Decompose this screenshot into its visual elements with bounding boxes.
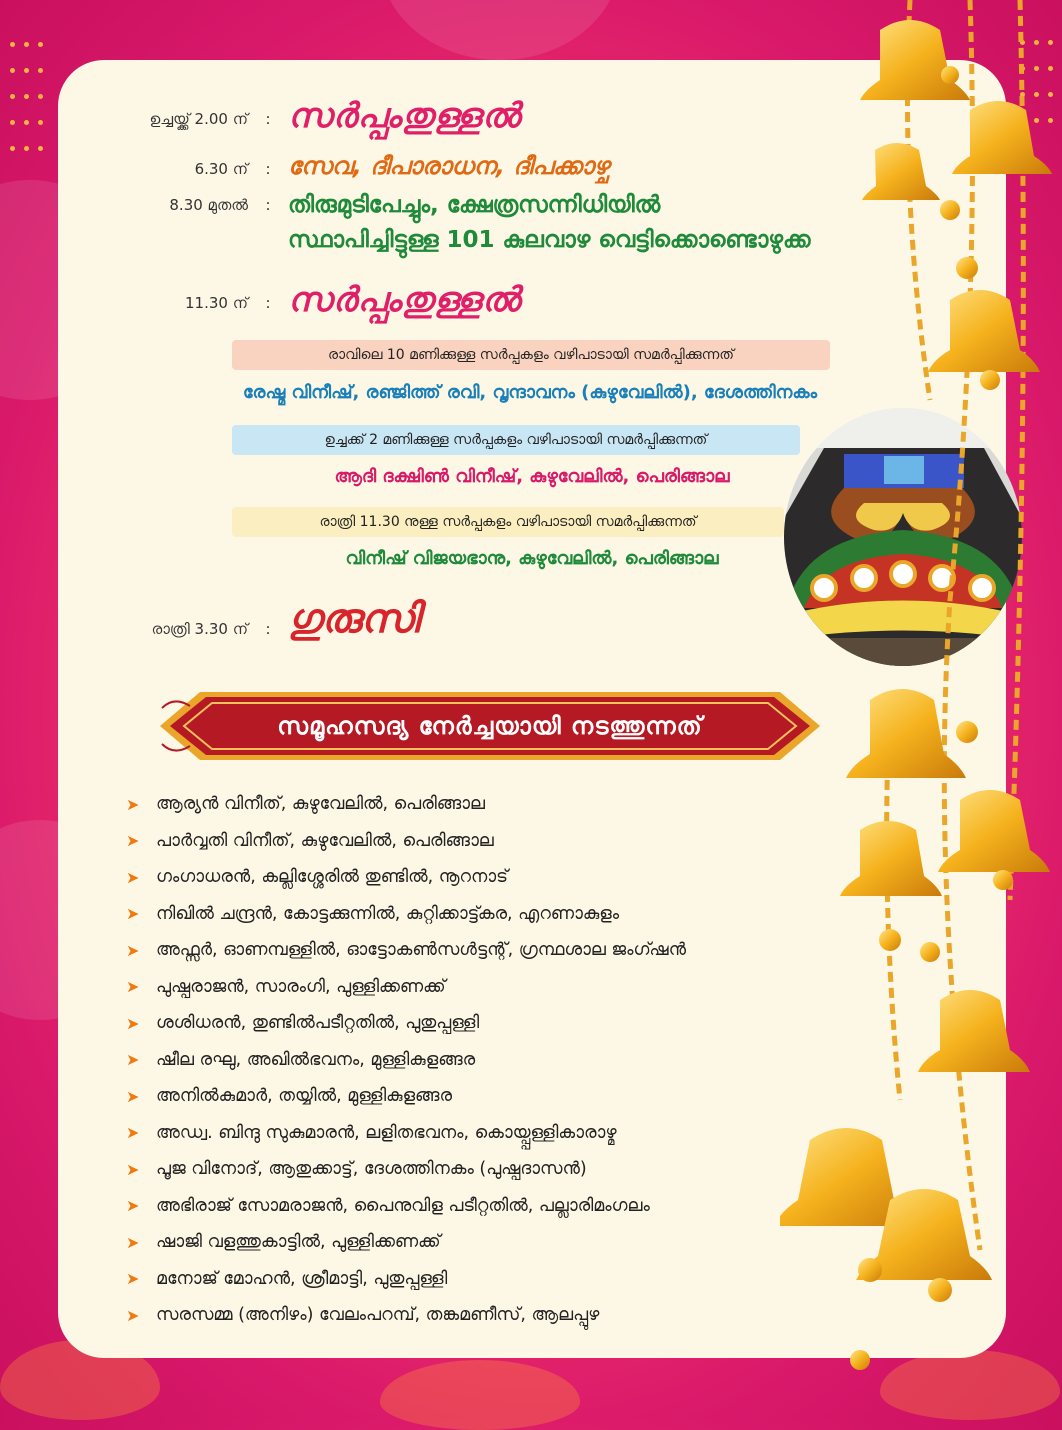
sponsor-text: ഗംഗാധരൻ, കല്ലിശ്ശേരിൽ തുണ്ടിൽ, നൂറനാട് <box>156 867 508 888</box>
list-item <box>126 1261 686 1298</box>
kolam-photo <box>784 408 1022 666</box>
schedule-row <box>58 280 521 320</box>
schedule-event: സർപ്പംതുള്ളൽ <box>288 280 521 320</box>
sponsor-text: ഷീല രഘു, അഖിൽഭവനം, മുള്ളികുളങ്ങര <box>156 1049 476 1070</box>
list-item <box>126 1151 686 1188</box>
chevron-right-icon: ➤ <box>126 1050 140 1070</box>
chevron-right-icon: ➤ <box>126 1086 140 1106</box>
list-item <box>126 896 686 933</box>
chevron-right-icon: ➤ <box>126 794 140 814</box>
schedule-time: രാത്രി 3.30 ന് <box>151 620 248 638</box>
chevron-right-icon: ➤ <box>126 1159 140 1179</box>
list-item <box>126 786 686 823</box>
list-item <box>126 1078 686 1115</box>
offering-names: രേഷ്മ വിനീഷ്, രഞ്ജിത്ത് രവി, വൃന്ദാവനം (കുഴുവേലിൽ), ദേശത്തിനകം <box>242 382 818 403</box>
sponsor-text: അഡ്വ. ബിന്ദു സുകുമാരൻ, ലളിതഭവനം, കൊയ്പ്പള്ളികാരാഴ്മ <box>156 1122 617 1143</box>
sponsor-text: ആര്യൻ വിനീത്, കുഴുവേലിൽ, പെരിങ്ങാല <box>156 794 485 815</box>
list-item <box>126 1188 686 1225</box>
offering-names: ആദി ദക്ഷിൺ വിനീഷ്, കുഴുവേലിൽ, പെരിങ്ങാല <box>334 466 730 487</box>
schedule-colon: : <box>265 196 271 214</box>
list-item <box>126 1115 686 1152</box>
banner-title: സമൂഹസദ്യ നേർച്ചയായി നടത്തുന്നത് <box>277 712 703 740</box>
schedule-row <box>58 146 609 180</box>
offering-band: രാവിലെ 10 മണിക്കുള്ള സർപ്പകളം വഴിപാടായി സമർപ്പിക്കുന്നത് <box>232 340 830 370</box>
sponsor-text: സരസമ്മ (അനിഴം) വേലംപറമ്പ്, തങ്കമണീസ്, ആലപ്പുഴ <box>156 1305 600 1326</box>
list-item <box>126 1005 686 1042</box>
schedule-event: സേവ, ദീപാരാധന, ദീപക്കാഴ്ച <box>288 152 610 180</box>
chevron-right-icon: ➤ <box>126 1232 140 1252</box>
list-item <box>126 1297 686 1334</box>
chevron-right-icon: ➤ <box>126 904 140 924</box>
offering-band: ഉച്ചക്ക് 2 മണിക്കുള്ള സർപ്പകളം വഴിപാടായി സമർപ്പിക്കുന്നത് <box>232 425 800 455</box>
schedule-row <box>58 188 810 258</box>
schedule-time: 8.30 മുതൽ <box>169 196 248 214</box>
schedule-row <box>58 596 419 642</box>
sponsor-text: പൂജ വിനോദ്, ആതുക്കാട്ട്, ദേശത്തിനകം (പുഷ്പദാസൻ) <box>156 1159 587 1180</box>
schedule-colon: : <box>265 294 271 312</box>
schedule-colon: : <box>265 620 271 638</box>
sponsor-text: ഷാജി വളത്തുകാട്ടിൽ, പുള്ളിക്കണക്ക് <box>156 1232 441 1253</box>
sponsor-text: അഭിരാജ് സോമരാജൻ, പൈനുവിള പടീറ്റതിൽ, പല്ലാരിമംഗലം <box>156 1195 650 1216</box>
schedule-event: ഗുരുസി <box>288 596 420 642</box>
schedule-event: സർപ്പംതുള്ളൽ <box>288 96 521 136</box>
chevron-right-icon: ➤ <box>126 831 140 851</box>
list-item <box>126 1224 686 1261</box>
schedule-colon: : <box>265 160 271 178</box>
sponsor-list <box>126 786 686 1334</box>
sponsor-text: നിഖിൽ ചന്ദ്രൻ, കോട്ടക്കുന്നിൽ, കുറ്റിക്കാട്ട്കര, എറണാകുളം <box>156 903 620 924</box>
chevron-right-icon: ➤ <box>126 867 140 887</box>
list-item <box>126 823 686 860</box>
schedule-event-line: സ്ഥാപിച്ചിട്ടുള്ള 101 കുലവാഴ വെട്ടിക്കൊണ്ടൊഴുക്ക <box>288 227 811 253</box>
offering-band: രാത്രി 11.30 നുള്ള സർപ്പകളം വഴിപാടായി സമർപ്പിക്കുന്നത് <box>232 507 784 537</box>
sponsor-text: ശശിധരൻ, തുണ്ടിൽപടീറ്റതിൽ, പുതുപ്പള്ളി <box>156 1013 480 1034</box>
schedule-colon: : <box>265 110 271 128</box>
chevron-right-icon: ➤ <box>126 1196 140 1216</box>
sponsor-text: പാർവ്വതി വിനീത്, കുഴുവേലിൽ, പെരിങ്ങാല <box>156 830 494 851</box>
list-item <box>126 932 686 969</box>
list-item <box>126 969 686 1006</box>
list-item <box>126 859 686 896</box>
chevron-right-icon: ➤ <box>126 977 140 997</box>
chevron-right-icon: ➤ <box>126 1013 140 1033</box>
sadhya-banner <box>160 688 820 764</box>
schedule-time: 11.30 ന് <box>185 294 248 312</box>
schedule-event-multiline <box>288 188 810 258</box>
chevron-right-icon: ➤ <box>126 940 140 960</box>
sponsor-text: പുഷ്പരാജൻ, സാരംഗി, പുള്ളിക്കണക്ക് <box>156 976 446 997</box>
sponsor-text: അനിൽകുമാർ, തയ്യിൽ, മുള്ളികുളങ്ങര <box>156 1086 453 1107</box>
schedule-time: ഉച്ചയ്ക്ക് 2.00 ന് <box>149 110 248 128</box>
schedule-time: 6.30 ന് <box>194 160 248 178</box>
sponsor-text: അഫ്സർ, ഓണമ്പള്ളിൽ, ഓട്ടോകൺസൾട്ടന്റ്, ഗ്രന്ഥശാല ജംഗ്ഷൻ <box>156 940 686 961</box>
chevron-right-icon: ➤ <box>126 1305 140 1325</box>
chevron-right-icon: ➤ <box>126 1123 140 1143</box>
schedule-row <box>58 96 521 136</box>
chevron-right-icon: ➤ <box>126 1269 140 1289</box>
list-item <box>126 1042 686 1079</box>
offering-names: വിനീഷ് വിജയഭാനു, കുഴുവേലിൽ, പെരിങ്ങാല <box>345 548 719 569</box>
schedule-event-line: തിരുമുടിപേച്ചും, ക്ഷേത്രസന്നിധിയിൽ <box>288 192 661 218</box>
sponsor-text: മനോജ് മോഹൻ, ശ്രീമാട്ടി, പുതുപ്പള്ളി <box>156 1268 448 1289</box>
